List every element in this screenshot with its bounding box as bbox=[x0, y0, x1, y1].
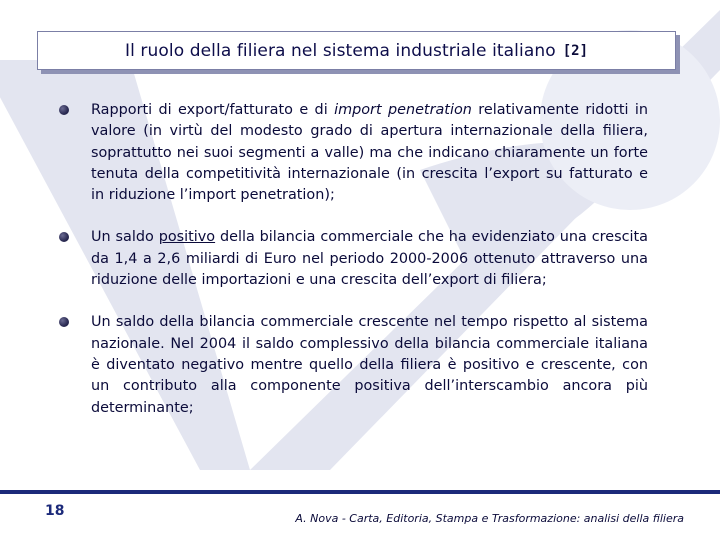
page-number: 18 bbox=[45, 503, 65, 519]
slide-title-box bbox=[37, 31, 676, 70]
bullet-icon bbox=[59, 105, 69, 115]
list-item bbox=[56, 100, 648, 206]
slide-title: Il ruolo della filiera nel sistema industriale italiano bbox=[124, 40, 556, 61]
bullet-list bbox=[56, 100, 648, 440]
bullet-icon bbox=[59, 232, 69, 242]
bullet-text bbox=[91, 100, 648, 206]
slide-title-reference: [2] bbox=[562, 42, 589, 59]
list-item bbox=[56, 227, 648, 291]
footer-caption: A. Nova - Carta, Editoria, Stampa e Trasformazione: analisi della filiera bbox=[295, 512, 684, 525]
bullet-text-segment: relativamente ridotti in valore (in virtù del modesto grado di apertura internazionale della filiera, soprattutto nei suoi segmenti a valle) ma che indicano chiaramente un forte tenuta della competitività internazionale (in crescita l’export su fatturato e in riduzione l’import penetration); bbox=[91, 102, 648, 204]
bullet-icon bbox=[59, 317, 69, 327]
list-item bbox=[56, 312, 648, 418]
bullet-text: Un saldo della bilancia commerciale crescente nel tempo rispetto al sistema nazionale. Nel 2004 il saldo complessivo della bilancia commerciale italiana è diventato negativo mentre quello della filiera è positivo e crescente, con un contributo alla componente positiva dell’interscambio ancora più determinante; bbox=[91, 314, 648, 416]
bullet-text-underlined: positivo bbox=[158, 229, 216, 246]
bullet-text bbox=[91, 227, 648, 291]
footer-divider bbox=[0, 490, 720, 494]
bullet-text-segment: della bilancia commerciale che ha evidenziato una crescita da 1,4 a 2,6 miliardi di Euro nel periodo 2000-2006 ottenuto attraverso una riduzione delle importazioni e una crescita dell’export di filiera; bbox=[91, 229, 648, 289]
bullet-text-segment: Rapporti di export/fatturato e di bbox=[91, 102, 335, 118]
bullet-text-italic: import penetration bbox=[334, 102, 472, 118]
bullet-text-segment: Un saldo bbox=[91, 229, 159, 246]
